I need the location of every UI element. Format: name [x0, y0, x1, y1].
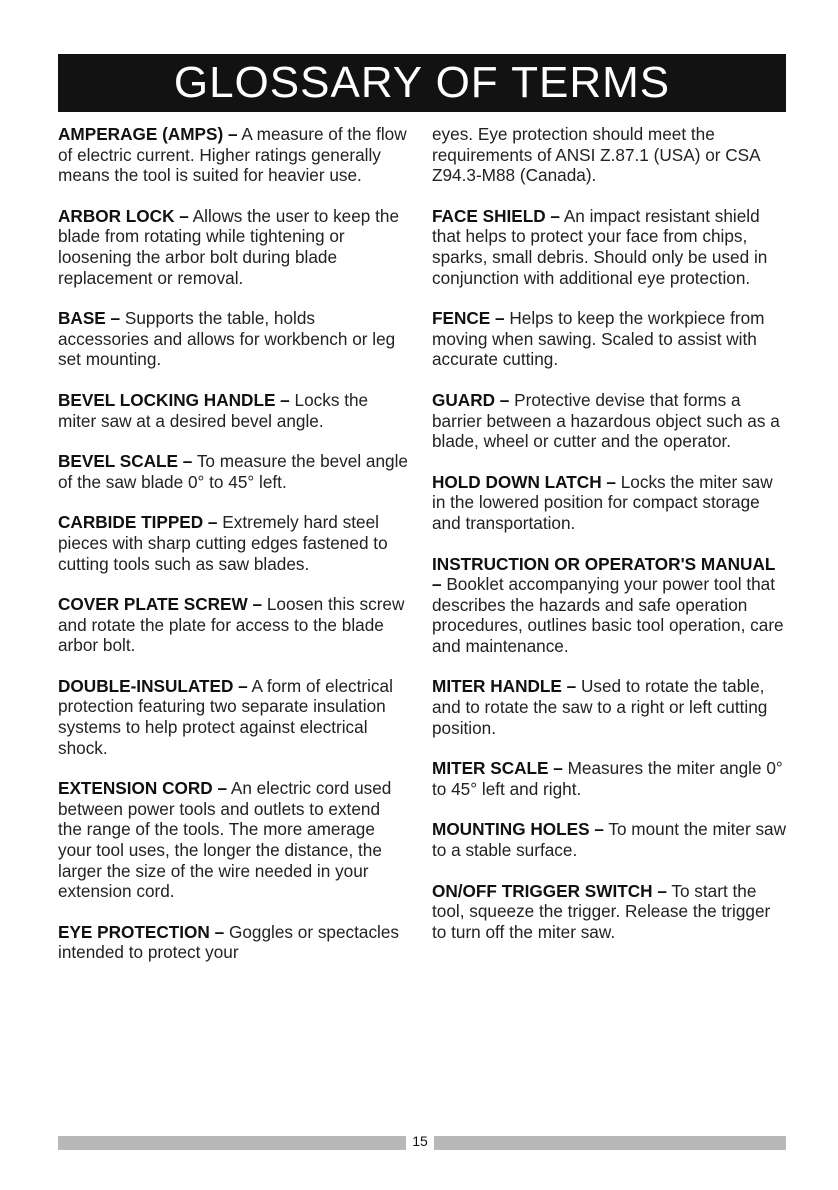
- glossary-entry: [432, 881, 788, 943]
- entry-definition: Locks the miter saw in the lowered position for compact storage and transportation.: [432, 471, 773, 533]
- entry-definition: A form of electrical protection featuring two separate insulation systems to help protect against electrical shock.: [58, 675, 393, 758]
- entry-definition: An impact resistant shield that helps to protect your face from chips, sparks, small debris. Should only be used in conjunction with additional eye protection.: [432, 205, 768, 288]
- glossary-entry: [58, 676, 408, 758]
- glossary-entry: [432, 472, 788, 534]
- entry-term: GUARD –: [432, 389, 510, 410]
- entry-definition: Measures the miter angle 0° to 45° left and right.: [432, 758, 783, 799]
- entry-term: INSTRUCTION OR OPERATOR'S MANUAL –: [432, 553, 776, 595]
- entry-term: COVER PLATE SCREW –: [58, 594, 263, 615]
- glossary-entry-continued: [432, 124, 788, 186]
- glossary-entry: [432, 758, 788, 799]
- glossary-entry: [58, 390, 408, 431]
- footer-rule-right: [434, 1136, 786, 1150]
- entry-definition: Protective devise that forms a barrier between a hazardous object such as a blade, wheel or cutter and the operator.: [432, 389, 780, 452]
- glossary-entry: [432, 819, 788, 860]
- entry-term: BEVEL SCALE –: [58, 451, 193, 472]
- glossary-entry: [432, 206, 788, 288]
- entry-term: DOUBLE-INSULATED –: [58, 675, 248, 696]
- page-number: 15: [412, 1133, 428, 1149]
- entry-term: BASE –: [58, 308, 121, 329]
- title-banner: [58, 54, 786, 112]
- glossary-entry: [58, 451, 408, 492]
- entry-definition: To measure the bevel angle of the saw blade 0° to 45° left.: [58, 451, 408, 492]
- page-title: GLOSSARY OF TERMS: [173, 58, 671, 107]
- glossary-entry: [58, 922, 408, 963]
- entry-definition: Extremely hard steel pieces with sharp cutting edges fastened to cutting tools such as saw blades.: [58, 512, 388, 574]
- entry-definition: Booklet accompanying your power tool that describes the hazards and safe operation procedures, outlines basic tool operation, care and maintenance.: [432, 574, 784, 656]
- entry-definition: eyes. Eye protection should meet the requirements of ANSI Z.87.1 (USA) or CSA Z94.3-M88 (Canada).: [432, 124, 760, 186]
- entry-term: AMPERAGE (AMPS) –: [58, 124, 238, 144]
- entry-definition: Allows the user to keep the blade from rotating while tightening or loosening the arbor bolt during blade replacement or removal.: [58, 205, 400, 288]
- entry-definition: Loosen this screw and rotate the plate for access to the blade arbor bolt.: [58, 594, 405, 656]
- entry-term: CARBIDE TIPPED –: [58, 512, 218, 533]
- entry-definition: An electric cord used between power tools and outlets to extend the range of the tools. The more amerage your tool uses, the longer the distance, the larger the size of the wire needed in your extension cord.: [58, 778, 392, 902]
- right-column: [432, 124, 788, 942]
- entry-definition: To mount the miter saw to a stable surface.: [432, 819, 787, 861]
- glossary-entry: [58, 778, 408, 902]
- glossary-entry: [58, 512, 408, 574]
- entry-term: MOUNTING HOLES –: [432, 819, 604, 840]
- footer-rule-left: [58, 1136, 406, 1150]
- entry-term: ON/OFF TRIGGER SWITCH –: [432, 880, 667, 901]
- entry-definition: Used to rotate the table, and to rotate the saw to a right or left cutting position.: [432, 676, 768, 738]
- glossary-entry: [432, 390, 788, 452]
- entry-term: ARBOR LOCK –: [58, 205, 189, 226]
- glossary-entry: [432, 676, 788, 738]
- glossary-entry: [58, 594, 408, 656]
- entry-definition: Helps to keep the workpiece from moving when sawing. Scaled to assist with accurate cutting.: [432, 308, 765, 370]
- glossary-entry: [432, 554, 788, 657]
- entry-term: MITER HANDLE –: [432, 676, 577, 697]
- entry-term: EXTENSION CORD –: [58, 778, 228, 799]
- entry-term: HOLD DOWN LATCH –: [432, 471, 616, 492]
- entry-definition: A measure of the flow of electric current. Higher ratings generally means the tool is suited for heavier use.: [58, 124, 407, 186]
- glossary-entry: [58, 206, 408, 288]
- left-column: [58, 124, 408, 963]
- entry-term: BEVEL LOCKING HANDLE –: [58, 389, 290, 410]
- glossary-entry: [58, 308, 408, 370]
- entry-term: FACE SHIELD –: [432, 205, 560, 226]
- entry-term: EYE PROTECTION –: [58, 921, 225, 942]
- entry-definition: Locks the miter saw at a desired bevel angle.: [58, 389, 369, 431]
- glossary-entry: [432, 308, 788, 370]
- entry-term: FENCE –: [432, 308, 505, 329]
- glossary-entry: [58, 124, 408, 186]
- entry-term: MITER SCALE –: [432, 758, 563, 779]
- entry-definition: Supports the table, holds accessories and allows for workbench or leg set mounting.: [58, 308, 396, 370]
- entry-definition: Goggles or spectacles intended to protect your: [58, 921, 400, 963]
- entry-definition: To start the tool, squeeze the trigger. Release the trigger to turn off the miter saw.: [432, 880, 771, 942]
